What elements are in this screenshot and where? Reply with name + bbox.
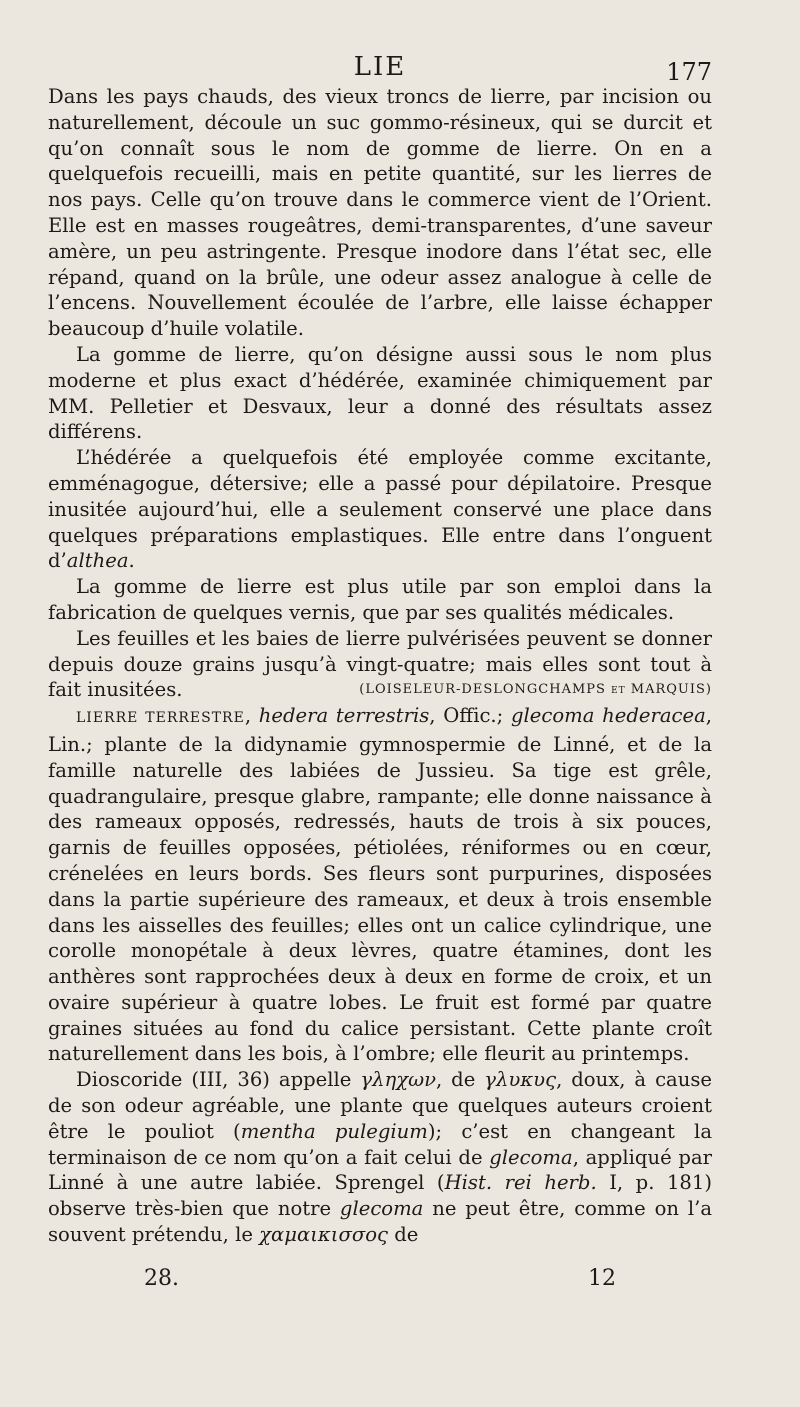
entry-lierre-terrestre bbox=[48, 703, 712, 1067]
paragraph-gomme-de-lierre: Dans les pays chauds, des vieux troncs de lierre, par incision ou naturellement, découle un suc gommo-résineux, qui se durcit et qu’on connaît sous le nom de gomme de lierre. On en a quelquefois recueilli, mais en petite quantité, sur les lierres de nos pays. Celle qu’on trouve dans le commerce vient de l’Orient. Elle est en masses rougeâtres, demi-transparentes, d’une saveur amère, un peu astringente. Presque inodore dans l’état sec, elle répand, quand on la brûle, une odeur assez analogue à celle de l’encens. Nouvellement écoulée de l’arbre, elle laisse échapper beaucoup d’huile volatile. bbox=[48, 85, 712, 341]
latin-name-hedera: hedera terrestris bbox=[258, 704, 430, 728]
entry-headword: LIERRE TERRESTRE bbox=[76, 710, 245, 727]
paragraph-usage-text: L’hédérée a quelquefois été employée comme excitante, emménagogue, détersive; elle a passé pour dépilatoire. Presque inusitée aujourd’hui, elle a seulement conservé une place dans quelques préparations emplastiques. Elle entre dans l’onguent d’ bbox=[48, 446, 712, 573]
greek-glechon: γληχων bbox=[360, 1068, 436, 1092]
paragraph-vernis: La gomme de lierre est plus utile par son emploi dans la fabrication de quelques vernis, que par ses qualités médicales. bbox=[48, 575, 712, 624]
dioscoride-text-3: , doux, à cause de son odeur agréable, une plante que quelques auteurs croient être le pouliot ( bbox=[48, 1068, 712, 1143]
entry-description: , Lin.; plante de la didynamie gymnospermie de Linné, et de la famille naturelle des labiées de Jussieu. Sa tige est grêle, quadrangulaire, presque glabre, rampante; elle donne naissance à des rameaux opposés, redressés, hauts de trois à six pouces, garnis de feuilles opposées, pétiolées, réniformes ou en cœur, crénelées en leurs bords. Ses fleurs sont purpurines, disposées dans la partie supérieure des rameaux, et deux à trois ensemble dans les aisselles des feuilles; elles ont un calice cylindrique, une corolle monopétale à deux lèvres, quatre étamines, dont les anthères sont rapprochées deux à deux en forme de croix, et un ovaire supérieur à quatre lobes. Le fruit est formé par quatre graines situées au fond du calice persistant. Cette plante croît naturellement dans les bois, à l’ombre; elle fleurit au printemps. bbox=[48, 704, 712, 1066]
paragraph-usage-end: . bbox=[128, 549, 135, 573]
dioscoride-text-8: de bbox=[387, 1223, 419, 1247]
latin-mentha-pulegium: mentha pulegium bbox=[240, 1119, 428, 1143]
citation-hist-rei-herb: Hist. rei herb. bbox=[444, 1171, 597, 1195]
entry-separator: , bbox=[244, 704, 259, 728]
paragraph-usage bbox=[48, 445, 712, 574]
body-text bbox=[48, 84, 712, 1248]
dioscoride-text-6: I, p. 181) observe très-bien que notre bbox=[48, 1171, 712, 1221]
latin-term-althea: althea bbox=[66, 549, 129, 573]
gathering-number: 12 bbox=[588, 1266, 616, 1291]
paragraph-dioscoride bbox=[48, 1067, 712, 1248]
page-number: 177 bbox=[666, 58, 712, 86]
greek-glukus: γλυκυς bbox=[484, 1068, 557, 1092]
dioscoride-text-5: , appliqué par Linné à une autre labiée. Sprengel ( bbox=[48, 1145, 712, 1195]
latin-name-glecoma: glecoma hederacea bbox=[510, 704, 706, 728]
dioscoride-text-7: ne peut être, comme on l’a souvent prétendu, le bbox=[48, 1197, 712, 1247]
latin-glecoma: glecoma bbox=[489, 1145, 573, 1169]
dioscoride-text-4: ); c’est en changeant la terminaison de ce nom qu’on a fait celui de bbox=[48, 1119, 712, 1169]
sheet-signature: 28. bbox=[144, 1266, 179, 1291]
dioscoride-text-1: Dioscoride (III, 36) appelle bbox=[76, 1068, 361, 1092]
running-head: LIE bbox=[353, 52, 407, 82]
paragraph-feuilles-text: Les feuilles et les baies de lierre pulvérisées peuvent se donner depuis douze grains jusqu’à vingt-quatre; mais elles sont tout à fait inusitées. bbox=[48, 626, 712, 702]
paragraph-feuilles bbox=[48, 626, 712, 703]
author-signature: (LOISELEUR-DESLONGCHAMPS et MARQUIS) bbox=[359, 682, 712, 698]
greek-chamaikissos: χαμαικισσος bbox=[259, 1223, 388, 1247]
entry-text-offic: , Offic.; bbox=[429, 704, 511, 728]
latin-glecoma-2: glecoma bbox=[339, 1197, 424, 1221]
paragraph-hederee: La gomme de lierre, qu’on désigne aussi sous le nom plus moderne et plus exact d’hédérée, examinée chimiquement par MM. Pelletier et Desvaux, leur a donné des résultats assez différens. bbox=[48, 342, 712, 444]
dioscoride-text-2: , de bbox=[436, 1068, 485, 1092]
